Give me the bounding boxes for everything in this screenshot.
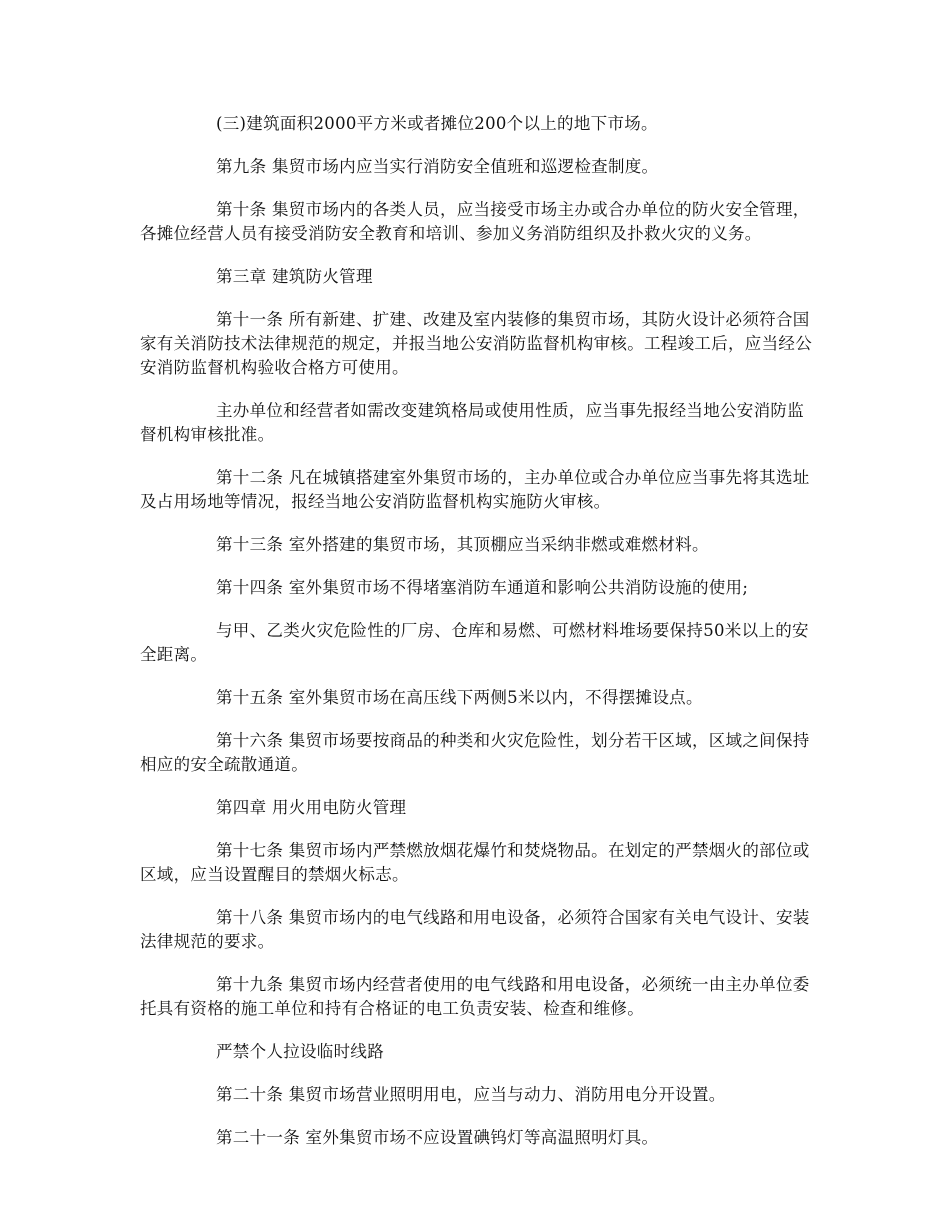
document-body bbox=[140, 112, 812, 1169]
article-14-continued: 与甲、乙类火灾危险性的厂房、仓库和易燃、可燃材料堆场要保持50米以上的安全距离。 bbox=[140, 621, 809, 664]
article-21: 第二十一条 室外集贸市场不应设置碘钨灯等高温照明灯具。 bbox=[216, 1128, 659, 1147]
article-11-continued: 主办单位和经营者如需改变建筑格局或使用性质，应当事先报经当地公安消防监督机构审核批准。 bbox=[140, 401, 804, 444]
article-10: 第十条 集贸市场内的各类人员，应当接受市场主办或合办单位的防火安全管理，各摊位经营人员有接受消防安全教育和培训、参加义务消防组织及扑救火灾的义务。 bbox=[140, 200, 810, 243]
article-11: 第十一条 所有新建、扩建、改建及室内装修的集贸市场，其防火设计必须符合国家有关消防技术法律规范的规定，并报当地公安消防监督机构审核。工程竣工后，应当经公安消防监督机构验收合格方可使用。 bbox=[140, 310, 812, 377]
chapter-4-heading: 第四章 用火用电防火管理 bbox=[216, 798, 407, 817]
article-14: 第十四条 室外集贸市场不得堵塞消防车通道和影响公共消防设施的使用; bbox=[216, 578, 749, 597]
article-18: 第十八条 集贸市场内的电气线路和用电设备，必须符合国家有关电气设计、安装法律规范的要求。 bbox=[140, 908, 810, 951]
article-15: 第十五条 室外集贸市场在高压线下两侧5米以内，不得摆摊设点。 bbox=[216, 688, 703, 707]
article-19: 第十九条 集贸市场内经营者使用的电气线路和用电设备，必须统一由主办单位委托具有资格的施工单位和持有合格证的电工负责安装、检查和维修。 bbox=[140, 975, 810, 1018]
article-12: 第十二条 凡在城镇搭建室外集贸市场的，主办单位或合办单位应当事先将其选址及占用场地等情况，报经当地公安消防监督机构实施防火审核。 bbox=[140, 468, 810, 511]
article-13: 第十三条 室外搭建的集贸市场，其顶棚应当采纳非燃或难燃材料。 bbox=[216, 535, 709, 554]
paragraph-item-3: (三)建筑面积2000平方米或者摊位200个以上的地下市场。 bbox=[216, 114, 658, 133]
article-16: 第十六条 集贸市场要按商品的种类和火灾危险性，划分若干区域，区域之间保持相应的安全疏散通道。 bbox=[140, 731, 810, 774]
article-9: 第九条 集贸市场内应当实行消防安全值班和巡逻检查制度。 bbox=[216, 157, 659, 176]
article-20: 第二十条 集贸市场营业照明用电，应当与动力、消防用电分开设置。 bbox=[216, 1085, 726, 1104]
article-19-continued: 严禁个人拉设临时线路 bbox=[216, 1042, 384, 1061]
chapter-3-heading: 第三章 建筑防火管理 bbox=[216, 267, 373, 286]
article-17: 第十七条 集贸市场内严禁燃放烟花爆竹和焚烧物品。在划定的严禁烟火的部位或区域，应当设置醒目的禁烟火标志。 bbox=[140, 841, 810, 884]
